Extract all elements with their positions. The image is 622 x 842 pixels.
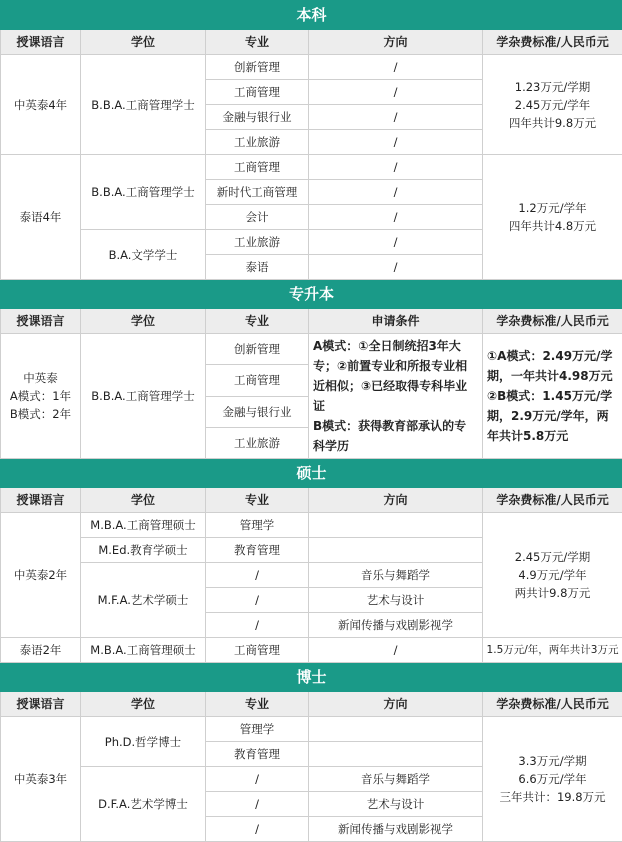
major-cell: 金融与银行业 — [206, 105, 309, 130]
header-lang: 授课语言 — [1, 30, 81, 55]
lang-cell: 泰语4年 — [1, 155, 81, 280]
direction-cell: / — [309, 638, 483, 663]
major-cell: 创新管理 — [206, 55, 309, 80]
fee-line: 三年共计：19.8万元 — [485, 788, 620, 806]
header-direction: 方向 — [309, 692, 483, 717]
major-cell: 创新管理 — [206, 334, 309, 365]
fee-cell — [483, 55, 622, 155]
header-fee: 学杂费标准/人民币元 — [483, 309, 622, 334]
header-lang: 授课语言 — [1, 692, 81, 717]
fee-line: 1.23万元/学期 — [485, 78, 620, 96]
header-condition: 申请条件 — [309, 309, 483, 334]
degree-cell: Ph.D.哲学博士 — [81, 717, 206, 767]
fee-line: 3.3万元/学期 — [485, 752, 620, 770]
lang-cell: 中英泰3年 — [1, 717, 81, 842]
header-direction: 方向 — [309, 488, 483, 513]
degree-cell: M.F.A.艺术学硕士 — [81, 563, 206, 638]
lang-cell — [1, 334, 81, 459]
table-row — [1, 334, 622, 365]
lang-line: B模式：2年 — [3, 405, 78, 423]
header-fee: 学杂费标准/人民币元 — [483, 692, 622, 717]
header-degree: 学位 — [81, 30, 206, 55]
direction-cell: 新闻传播与戏剧影视学 — [309, 817, 483, 842]
major-cell: 教育管理 — [206, 742, 309, 767]
section-title: 博士 — [1, 663, 622, 692]
direction-cell: 艺术与设计 — [309, 588, 483, 613]
degree-cell: B.B.A.工商管理学士 — [81, 155, 206, 230]
major-cell: 工商管理 — [206, 80, 309, 105]
header-row — [1, 309, 622, 334]
direction-cell: / — [309, 55, 483, 80]
condition-cell: A模式：①全日制统招3年大专；②前置专业和所报专业相近相似；③已经取得专科毕业证 B模式：获得教育部承认的专科学历 — [309, 334, 483, 459]
major-cell: 泰语 — [206, 255, 309, 280]
major-cell: 工业旅游 — [206, 130, 309, 155]
direction-cell: 新闻传播与戏剧影视学 — [309, 613, 483, 638]
direction-cell: / — [309, 105, 483, 130]
degree-cell: M.Ed.教育学硕士 — [81, 538, 206, 563]
table-row — [1, 638, 622, 663]
major-cell: 教育管理 — [206, 538, 309, 563]
degree-cell: B.B.A.工商管理学士 — [81, 55, 206, 155]
fee-line: 1.2万元/学年 — [485, 199, 620, 217]
header-row — [1, 488, 622, 513]
fee-line: 2.45万元/学期 — [485, 548, 620, 566]
table-row — [1, 155, 622, 180]
direction-cell: 音乐与舞蹈学 — [309, 767, 483, 792]
degree-cell: D.F.A.艺术学博士 — [81, 767, 206, 842]
fee-line: 四年共计9.8万元 — [485, 114, 620, 132]
major-cell: 工业旅游 — [206, 427, 309, 458]
section-bachelor — [1, 1, 622, 30]
major-cell: / — [206, 792, 309, 817]
direction-cell — [309, 513, 483, 538]
section-doctor — [1, 663, 622, 692]
header-direction: 方向 — [309, 30, 483, 55]
degree-cell: B.B.A.工商管理学士 — [81, 334, 206, 459]
major-cell: / — [206, 767, 309, 792]
direction-cell — [309, 742, 483, 767]
major-cell: 管理学 — [206, 513, 309, 538]
header-degree: 学位 — [81, 692, 206, 717]
lang-cell: 中英泰4年 — [1, 55, 81, 155]
major-cell: 会计 — [206, 205, 309, 230]
major-cell: 工商管理 — [206, 638, 309, 663]
major-cell: / — [206, 613, 309, 638]
direction-cell: / — [309, 180, 483, 205]
fee-line: 2.45万元/学年 — [485, 96, 620, 114]
direction-cell: / — [309, 205, 483, 230]
header-major: 专业 — [206, 30, 309, 55]
degree-cell: B.A.文学学士 — [81, 230, 206, 280]
major-cell: 工业旅游 — [206, 230, 309, 255]
lang-cell: 中英泰2年 — [1, 513, 81, 638]
header-row — [1, 30, 622, 55]
table-row — [1, 55, 622, 80]
table-row — [1, 717, 622, 742]
fee-line: 两共计9.8万元 — [485, 584, 620, 602]
section-title: 本科 — [1, 1, 622, 30]
header-lang: 授课语言 — [1, 309, 81, 334]
fee-line: 6.6万元/学年 — [485, 770, 620, 788]
fee-line: 四年共计4.8万元 — [485, 217, 620, 235]
lang-line: A模式：1年 — [3, 387, 78, 405]
direction-cell: / — [309, 130, 483, 155]
section-master — [1, 459, 622, 488]
lang-line: 中英泰 — [3, 369, 78, 387]
direction-cell: / — [309, 80, 483, 105]
header-fee: 学杂费标准/人民币元 — [483, 488, 622, 513]
header-fee: 学杂费标准/人民币元 — [483, 30, 622, 55]
fee-cell: 1.5万元/年，两年共计3万元 — [483, 638, 622, 663]
major-cell: / — [206, 817, 309, 842]
degree-cell: M.B.A.工商管理硕士 — [81, 513, 206, 538]
header-major: 专业 — [206, 692, 309, 717]
direction-cell — [309, 717, 483, 742]
fee-cell: ①A模式：2.49万元/学期，一年共计4.98万元 ②B模式：1.45万元/学期，2.9万元/学年，两年共计5.8万元 — [483, 334, 622, 459]
header-degree: 学位 — [81, 488, 206, 513]
major-cell: 工商管理 — [206, 155, 309, 180]
direction-cell: / — [309, 255, 483, 280]
major-cell: 金融与银行业 — [206, 396, 309, 427]
header-row — [1, 692, 622, 717]
direction-cell: 音乐与舞蹈学 — [309, 563, 483, 588]
section-upgrade — [1, 280, 622, 309]
major-cell: / — [206, 563, 309, 588]
section-title: 专升本 — [1, 280, 622, 309]
section-title: 硕士 — [1, 459, 622, 488]
lang-cell: 泰语2年 — [1, 638, 81, 663]
direction-cell — [309, 538, 483, 563]
major-cell: 工商管理 — [206, 365, 309, 396]
header-lang: 授课语言 — [1, 488, 81, 513]
fee-cell — [483, 513, 622, 638]
degree-cell: M.B.A.工商管理硕士 — [81, 638, 206, 663]
direction-cell: 艺术与设计 — [309, 792, 483, 817]
header-major: 专业 — [206, 488, 309, 513]
fee-line: 4.9万元/学年 — [485, 566, 620, 584]
fee-cell — [483, 155, 622, 280]
direction-cell: / — [309, 230, 483, 255]
header-degree: 学位 — [81, 309, 206, 334]
table-row — [1, 513, 622, 538]
fee-cell — [483, 717, 622, 842]
major-cell: 管理学 — [206, 717, 309, 742]
major-cell: 新时代工商管理 — [206, 180, 309, 205]
header-major: 专业 — [206, 309, 309, 334]
major-cell: / — [206, 588, 309, 613]
direction-cell: / — [309, 155, 483, 180]
